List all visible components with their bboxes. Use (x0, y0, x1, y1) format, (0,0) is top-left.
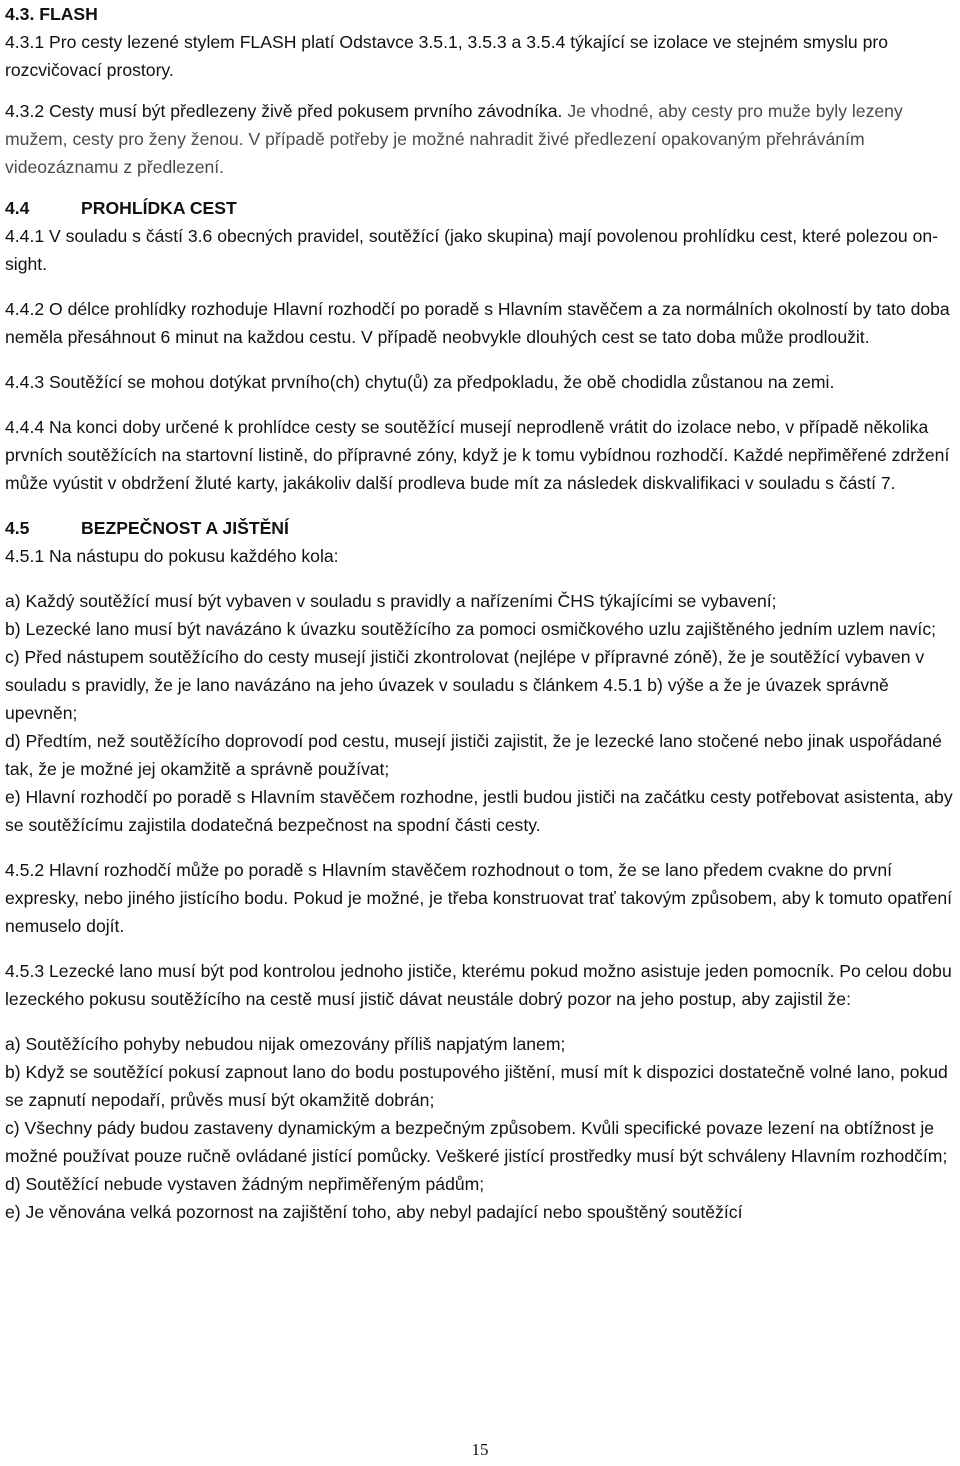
paragraph-4-5-1: 4.5.1 Na nástupu do pokusu každého kola: (5, 546, 339, 566)
paragraph-4-4-4: 4.4.4 Na konci doby určené k prohlídce cesty se soutěžící musejí neprodleně vrátit do izolace nebo, v případě několika prvních soutěžících na startovní listině, do přípravné zóny, když je k tomu vybídnou rozhodčí. Každé nepřiměřené zdržení může vyústit v obdržení žluté karty, jakákoliv další prodleva bude mít za následek diskvalifikaci v souladu s částí 7. (5, 417, 950, 493)
list-item: e) Je věnována velká pozornost na zajištění toho, aby nebyl padající nebo spouštěný soutěžící (5, 1202, 743, 1222)
paragraph-4-3-2-part-a: 4.3.2 Cesty musí být předlezeny živě před pokusem prvního závodníka. (5, 101, 563, 121)
section-heading-4-3: 4.3. FLASH (5, 4, 98, 24)
section-number: 4.4 (5, 198, 30, 218)
list-item: d) Předtím, než soutěžícího doprovodí pod cestu, musejí jističi zajistit, že je lezecké lano stočené nebo jinak uspořádané tak, že je možné jej okamžitě a správně používat; (5, 731, 942, 779)
list-item: e) Hlavní rozhodčí po poradě s Hlavním stavěčem rozhodne, jestli budou jističi na začátku cesty potřebovat asistenta, aby se soutěžícímu zajistila dodatečná bezpečnost na spodní části cesty. (5, 787, 953, 835)
paragraph-4-4-1: 4.4.1 V souladu s částí 3.6 obecných pravidel, soutěžící (jako skupina) mají povolenou prohlídku cest, které polezou on-sight. (5, 226, 939, 274)
section-number: 4.5 (5, 518, 30, 538)
list-item: b) Když se soutěžící pokusí zapnout lano do bodu postupového jištění, musí mít k dispozici dostatečně volné lano, pokud se zapnutí nepodaří, průvěs musí být okamžitě dobrán; (5, 1062, 948, 1110)
list-item: a) Každý soutěžící musí být vybaven v souladu s pravidly a nařízeními ČHS týkajícími se vybavení; (5, 591, 777, 611)
section-heading-4-5 (5, 514, 957, 542)
list-item: d) Soutěžící nebude vystaven žádným nepřiměřeným pádům; (5, 1174, 485, 1194)
paragraph-4-3-2 (5, 97, 957, 181)
document-page (5, 0, 957, 1226)
paragraph-4-3-2-part-b: Je vhodné, aby cesty pro muže byly lezeny mužem, cesty pro ženy ženou. (5, 101, 903, 149)
list-item: c) Před nástupem soutěžícího do cesty musejí jističi zkontrolovat (nejlépe v přípravné zóně), že je soutěžící vybaven v souladu s pravidly, že je lano navázáno na jeho úvazek v souladu s článkem 4.5.1 b) výše a že je úvazek správně upevněn; (5, 647, 925, 723)
paragraph-4-5-2: 4.5.2 Hlavní rozhodčí může po poradě s Hlavním stavěčem rozhodnout o tom, že se lano předem cvakne do první expresky, nebo jiného jistícího bodu. Pokud je možné, je třeba konstruovat trať takovým způsobem, aby k tomuto opatření nemuselo dojít. (5, 860, 953, 936)
page-number: 15 (471, 1440, 489, 1459)
section-title: PROHLÍDKA CEST (81, 198, 237, 218)
paragraph-4-3-2-part-c: V případě potřeby je možné nahradit živé předlezení opakovaným přehráváním videozáznamu z předlezení. (5, 129, 865, 177)
list-item: c) Všechny pády budou zastaveny dynamickým a bezpečným způsobem. Kvůli specifické povaze lezení na obtížnost je možné používat pouze ručně ovládané jistící pomůcky. Veškeré jistící prostředky musí být schváleny Hlavním rozhodčím; (5, 1118, 948, 1166)
list-item: b) Lezecké lano musí být navázáno k úvazku soutěžícího za pomoci osmičkového uzlu zajištěného jedním uzlem navíc; (5, 619, 936, 639)
section-heading-4-4 (5, 194, 957, 222)
paragraph-4-5-3: 4.5.3 Lezecké lano musí být pod kontrolou jednoho jističe, kterému pokud možno asistuje jeden pomocník. Po celou dobu lezeckého pokusu soutěžícího na cestě musí jistič dávat neustále dobrý pozor na jeho postup, aby zajistil že: (5, 961, 952, 1009)
list-item: a) Soutěžícího pohyby nebudou nijak omezovány příliš napjatým lanem; (5, 1034, 566, 1054)
paragraph-4-3-1: 4.3.1 Pro cesty lezené stylem FLASH platí Odstavce 3.5.1, 3.5.3 a 3.5.4 týkající se izolace ve stejném smyslu pro rozcvičovací prostory. (5, 32, 889, 80)
paragraph-4-4-3: 4.4.3 Soutěžící se mohou dotýkat prvního(ch) chytu(ů) za předpokladu, že obě chodidla zůstanou na zemi. (5, 372, 835, 392)
section-title: BEZPEČNOST A JIŠTĚNÍ (81, 518, 289, 538)
paragraph-4-4-2: 4.4.2 O délce prohlídky rozhoduje Hlavní rozhodčí po poradě s Hlavním stavěčem a za normálních okolností by tato doba neměla přesáhnout 6 minut na každou cestu. V případě neobvykle dlouhých cest se tato doba může prodloužit. (5, 299, 950, 347)
